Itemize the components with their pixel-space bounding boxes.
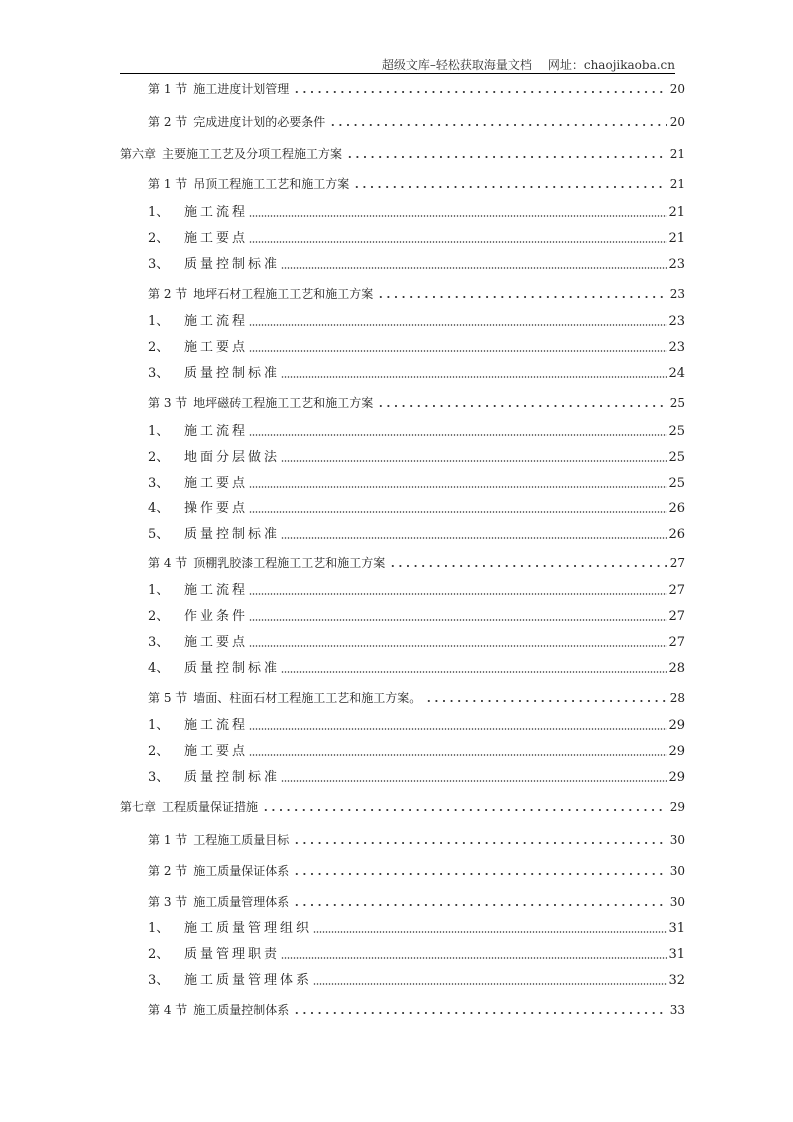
toc-entry-title: 施工质量管理体系 xyxy=(184,973,313,988)
dot-leader xyxy=(249,727,667,731)
page-header xyxy=(120,56,675,73)
toc-entry-number: 第 1 节 xyxy=(148,82,188,96)
toc-entry-page: 30 xyxy=(669,833,685,847)
toc-entry-number: 第 4 节 xyxy=(148,556,188,570)
toc-entry-page: 23 xyxy=(668,340,685,355)
dot-leader xyxy=(281,956,667,960)
toc-entry-title: 施工流程 xyxy=(184,718,249,733)
dot-leader xyxy=(293,903,666,907)
toc-entry-page: 25 xyxy=(668,424,685,439)
dot-leader xyxy=(377,295,666,299)
toc-entry-title: 质量控制标准 xyxy=(184,257,281,272)
toc-entry-page: 21 xyxy=(669,177,685,191)
dot-leader xyxy=(249,485,667,489)
toc-entry-page: 29 xyxy=(669,800,685,814)
dot-leader xyxy=(249,592,667,596)
toc-entry-page: 33 xyxy=(669,1003,685,1017)
toc-entry-page: 23 xyxy=(669,287,685,301)
dot-leader xyxy=(249,323,667,327)
toc-entry-item[interactable] xyxy=(148,744,685,760)
toc-entry-page: 30 xyxy=(669,864,685,878)
toc-entry-title: 质量控制标准 xyxy=(184,661,281,676)
toc-entry-page: 29 xyxy=(668,770,685,785)
toc-entry-title: 施工要点 xyxy=(184,635,249,650)
toc-entry-section[interactable] xyxy=(148,863,685,879)
toc-entry-number: 第 2 节 xyxy=(148,287,188,301)
toc-entry-number: 1、 xyxy=(148,314,170,329)
toc-entry-number: 2、 xyxy=(148,340,170,355)
toc-entry-item[interactable] xyxy=(148,340,685,356)
toc-entry-title: 施工流程 xyxy=(184,424,249,439)
toc-entry-number: 3、 xyxy=(148,770,170,785)
toc-entry-title: 施工流程 xyxy=(184,314,249,329)
dot-leader xyxy=(281,375,667,379)
toc-entry-section[interactable] xyxy=(148,114,685,130)
toc-entry-item[interactable] xyxy=(148,231,685,247)
toc-entry-item[interactable] xyxy=(148,770,685,786)
toc-entry-number: 4、 xyxy=(148,661,170,676)
toc-entry-item[interactable] xyxy=(148,476,685,492)
toc-entry-number: 第六章 xyxy=(120,147,157,161)
toc-entry-page: 31 xyxy=(668,921,685,936)
toc-entry-title: 地面分层做法 xyxy=(184,450,281,465)
dot-leader xyxy=(281,266,667,270)
toc-entry-number: 2、 xyxy=(148,947,170,962)
toc-entry-chapter[interactable] xyxy=(120,799,685,815)
toc-entry-title: 完成进度计划的必要条件 xyxy=(193,115,326,129)
toc-entry-number: 第 3 节 xyxy=(148,895,188,909)
dot-leader xyxy=(281,670,667,674)
dot-leader xyxy=(249,349,667,353)
toc-entry-title: 地坪磁砖工程施工工艺和施工方案 xyxy=(193,396,374,410)
toc-entry-item[interactable] xyxy=(148,661,685,677)
toc-entry-page: 21 xyxy=(668,205,685,220)
toc-entry-chapter[interactable] xyxy=(120,146,685,162)
dot-leader xyxy=(249,433,667,437)
header-site: 超级文库–轻松获取海量文档 xyxy=(381,58,532,72)
toc-entry-title: 工程质量保证措施 xyxy=(162,800,259,814)
toc-entry-section[interactable] xyxy=(148,81,685,97)
dot-leader xyxy=(353,185,666,189)
toc-entry-number: 3、 xyxy=(148,635,170,650)
toc-entry-title: 施工要点 xyxy=(184,744,249,759)
toc-entry-title: 施工要点 xyxy=(184,231,249,246)
toc-entry-page: 27 xyxy=(668,583,685,598)
toc-entry-number: 5、 xyxy=(148,527,170,542)
toc-entry-page: 29 xyxy=(668,744,685,759)
dot-leader xyxy=(293,841,666,845)
dot-leader xyxy=(377,404,666,408)
dot-leader xyxy=(313,930,667,934)
toc-entry-page: 25 xyxy=(668,450,685,465)
dot-leader xyxy=(313,982,667,986)
dot-leader xyxy=(249,618,667,622)
toc-entry-item[interactable] xyxy=(148,921,685,937)
toc-entry-title: 施工流程 xyxy=(184,583,249,598)
toc-entry-section[interactable] xyxy=(148,832,685,848)
toc-entry-number: 2、 xyxy=(148,744,170,759)
toc-entry-section[interactable] xyxy=(148,894,685,910)
toc-entry-number: 第 1 节 xyxy=(148,177,188,191)
toc-entry-title: 施工进度计划管理 xyxy=(193,82,290,96)
toc-entry-page: 23 xyxy=(668,314,685,329)
toc-entry-title: 顶棚乳胶漆工程施工工艺和施工方案 xyxy=(193,556,386,570)
toc-entry-item[interactable] xyxy=(148,501,685,517)
toc-entry-number: 3、 xyxy=(148,973,170,988)
toc-entry-title: 施工质量控制体系 xyxy=(193,1003,290,1017)
toc-entry-page: 25 xyxy=(669,396,685,410)
toc-entry-number: 1、 xyxy=(148,583,170,598)
toc-entry-number: 1、 xyxy=(148,718,170,733)
toc-entry-section[interactable] xyxy=(148,1002,685,1018)
toc-entry-item[interactable] xyxy=(148,257,685,273)
toc-entry-page: 30 xyxy=(669,895,685,909)
toc-entry-section[interactable] xyxy=(148,286,685,302)
toc-entry-number: 2、 xyxy=(148,231,170,246)
header-divider xyxy=(120,73,675,74)
toc-entry-page: 27 xyxy=(668,635,685,650)
toc-entry-number: 第 3 节 xyxy=(148,396,188,410)
toc-entry-number: 2、 xyxy=(148,609,170,624)
dot-leader xyxy=(346,155,667,159)
toc-entry-number: 第 2 节 xyxy=(148,864,188,878)
toc-entry-page: 20 xyxy=(669,115,685,129)
dot-leader xyxy=(281,536,667,540)
toc-entry-number: 第 4 节 xyxy=(148,1003,188,1017)
dot-leader xyxy=(249,753,667,757)
toc-entry-page: 26 xyxy=(668,501,685,516)
dot-leader xyxy=(249,510,667,514)
toc-entry-title: 质量控制标准 xyxy=(184,770,281,785)
toc-entry-title: 施工流程 xyxy=(184,205,249,220)
toc-entry-page: 26 xyxy=(668,527,685,542)
toc-entry-item[interactable] xyxy=(148,947,685,963)
toc-entry-number: 3、 xyxy=(148,257,170,272)
toc-entry-page: 32 xyxy=(668,973,685,988)
toc-entry-item[interactable] xyxy=(148,635,685,651)
toc-entry-number: 第 5 节 xyxy=(148,691,188,705)
dot-leader xyxy=(293,90,666,94)
dot-leader xyxy=(281,779,667,783)
toc-entry-page: 29 xyxy=(668,718,685,733)
dot-leader xyxy=(262,808,667,812)
dot-leader xyxy=(425,699,666,703)
toc-entry-number: 第七章 xyxy=(120,800,157,814)
toc-entry-title: 质量控制标准 xyxy=(184,366,281,381)
toc-entry-page: 27 xyxy=(668,609,685,624)
toc-entry-page: 25 xyxy=(668,476,685,491)
dot-leader xyxy=(293,872,666,876)
toc-entry-item[interactable] xyxy=(148,450,685,466)
toc-entry-page: 28 xyxy=(668,661,685,676)
toc-entry-page: 24 xyxy=(668,366,685,381)
toc-entry-title: 工程施工质量目标 xyxy=(193,833,290,847)
toc-entry-title: 地坪石材工程施工工艺和施工方案 xyxy=(193,287,374,301)
toc-entry-page: 23 xyxy=(668,257,685,272)
toc-entry-section[interactable] xyxy=(148,176,685,192)
toc-entry-item[interactable] xyxy=(148,366,685,382)
dot-leader xyxy=(249,644,667,648)
toc-entry-page: 20 xyxy=(669,82,685,96)
toc-entry-item[interactable] xyxy=(148,973,685,989)
toc-entry-item[interactable] xyxy=(148,609,685,625)
toc-entry-title: 施工质量管理组织 xyxy=(184,921,313,936)
dot-leader xyxy=(389,564,666,568)
toc-entry-number: 4、 xyxy=(148,501,170,516)
toc-entry-number: 3、 xyxy=(148,476,170,491)
toc-entry-item[interactable] xyxy=(148,205,685,221)
toc-entry-title: 操作要点 xyxy=(184,501,249,516)
toc-entry-number: 第 1 节 xyxy=(148,833,188,847)
toc-entry-title: 施工要点 xyxy=(184,340,249,355)
toc-entry-page: 27 xyxy=(669,556,685,570)
toc-entry-page: 31 xyxy=(668,947,685,962)
toc-entry-section[interactable] xyxy=(148,555,685,571)
toc-entry-item[interactable] xyxy=(148,314,685,330)
toc-entry-number: 1、 xyxy=(148,424,170,439)
dot-leader xyxy=(249,214,667,218)
toc-entry-item[interactable] xyxy=(148,527,685,543)
toc-entry-title: 作业条件 xyxy=(184,609,249,624)
toc-entry-title: 主要施工工艺及分项工程施工方案 xyxy=(162,147,343,161)
dot-leader xyxy=(293,1011,666,1015)
toc-entry-title: 质量管理职责 xyxy=(184,947,281,962)
header-url: 网址：chaojikaoba.cn xyxy=(547,58,675,72)
toc-entry-title: 施工要点 xyxy=(184,476,249,491)
toc-entry-number: 3、 xyxy=(148,366,170,381)
toc-entry-title: 施工质量保证体系 xyxy=(193,864,290,878)
dot-leader xyxy=(329,123,666,127)
toc-entry-item[interactable] xyxy=(148,424,685,440)
toc-entry-item[interactable] xyxy=(148,718,685,734)
toc-entry-number: 1、 xyxy=(148,921,170,936)
toc-entry-section[interactable] xyxy=(148,395,685,411)
toc-entry-title: 墙面、柱面石材工程施工工艺和施工方案。 xyxy=(193,691,422,705)
dot-leader xyxy=(281,459,667,463)
toc-entry-page: 21 xyxy=(669,147,685,161)
toc-entry-title: 质量控制标准 xyxy=(184,527,281,542)
toc-entry-page: 28 xyxy=(669,691,685,705)
dot-leader xyxy=(249,240,667,244)
toc-entry-number: 1、 xyxy=(148,205,170,220)
toc-entry-title: 吊顶工程施工工艺和施工方案 xyxy=(193,177,350,191)
toc-entry-number: 2、 xyxy=(148,450,170,465)
toc-entry-page: 21 xyxy=(668,231,685,246)
toc-entry-title: 施工质量管理体系 xyxy=(193,895,290,909)
toc-entry-item[interactable] xyxy=(148,583,685,599)
toc-entry-section[interactable] xyxy=(148,690,685,706)
toc-entry-number: 第 2 节 xyxy=(148,115,188,129)
